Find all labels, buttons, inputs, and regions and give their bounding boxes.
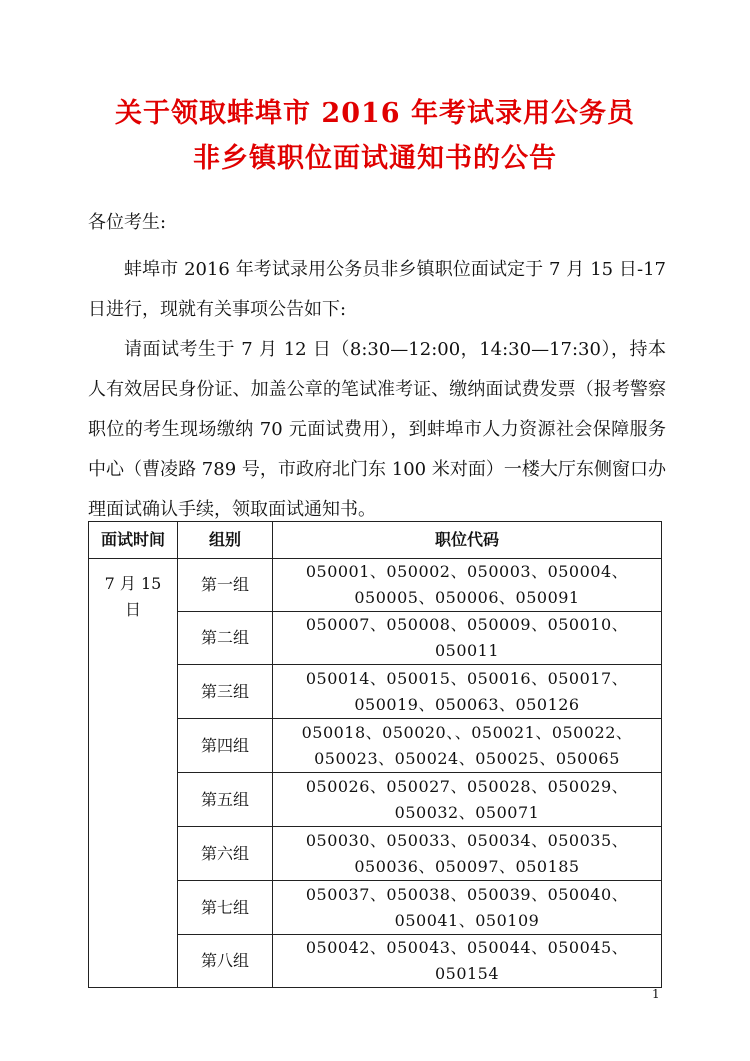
interview-schedule-table — [88, 521, 662, 988]
position-codes: 050030、050033、050034、050035、050036、050097、050185 — [273, 827, 662, 881]
position-codes: 050018、050020、、050021、050022、050023、050024、050025、050065 — [273, 719, 662, 773]
paragraph-schedule: 蚌埠市 2016 年考试录用公务员非乡镇职位面试定于 7 月 15 日-17 日进行，现就有关事项公告如下: — [88, 259, 666, 320]
position-codes: 050014、050015、050016、050017、050019、050063、050126 — [273, 665, 662, 719]
position-codes: 050037、050038、050039、050040、050041、050109 — [273, 881, 662, 935]
paragraph-instructions: 请面试考生于 7 月 12 日（8:30—12:00，14:30—17:30），持本人有效居民身份证、加盖公章的笔试准考证、缴纳面试费发票（报考警察职位的考生现场缴纳 70 元面试费用），到蚌埠市人力资源社会保障服务中心（曹凌路 789 号，市政府北门东 100 米对面）一楼大厅东侧窗口办理面试确认手续，领取面试通知书。 — [88, 339, 666, 520]
position-codes: 050007、050008、050009、050010、050011 — [273, 612, 662, 665]
page-number: 1 — [652, 987, 660, 1001]
notice-title-line2: 非乡镇职位面试通知书的公告 — [193, 143, 557, 174]
table-row — [89, 559, 662, 612]
position-codes: 050042、050043、050044、050045、050154 — [273, 935, 662, 988]
group-label: 第二组 — [178, 612, 273, 665]
group-label: 第一组 — [178, 559, 273, 612]
position-codes: 050001、050002、050003、050004、050005、050006、050091 — [273, 559, 662, 612]
position-codes: 050026、050027、050028、050029、050032、050071 — [273, 773, 662, 827]
group-label: 第六组 — [178, 827, 273, 881]
table-header-row — [89, 522, 662, 559]
header-group: 组别 — [178, 522, 273, 559]
header-interview-time: 面试时间 — [89, 522, 178, 559]
group-label: 第五组 — [178, 773, 273, 827]
group-label: 第三组 — [178, 665, 273, 719]
group-label: 第八组 — [178, 935, 273, 988]
group-label: 第七组 — [178, 881, 273, 935]
salutation: 各位考生: — [88, 212, 167, 233]
notice-title-line1: 关于领取蚌埠市 2016 年考试录用公务员 — [115, 98, 635, 129]
header-position-code: 职位代码 — [273, 522, 662, 559]
group-label: 第四组 — [178, 719, 273, 773]
interview-date: 7 月 15 日 — [89, 559, 178, 988]
